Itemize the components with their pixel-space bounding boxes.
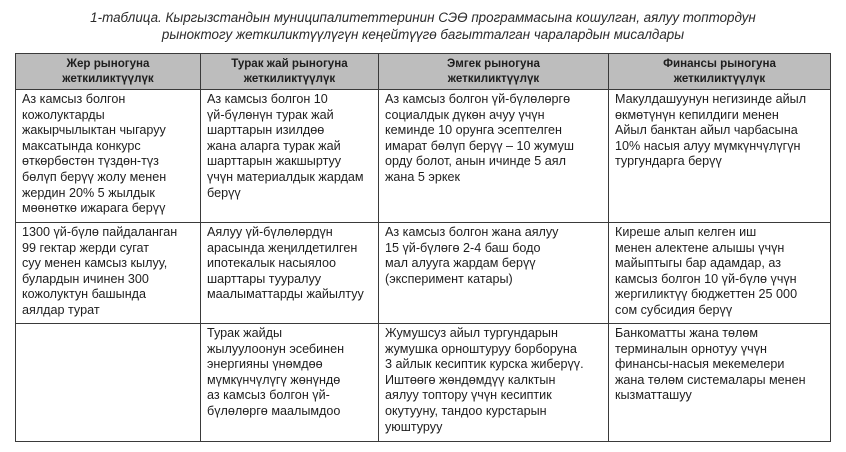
header-labor-market — [379, 54, 609, 90]
cell-text: Макулдашуунун негизинде айыл өкмөтүнүн кепилдиги менен Айыл банктан айыл чарбасына 10% насыя алуу мүмкүнчүлүгүн тургундарга берүү — [615, 92, 807, 169]
table-row — [16, 90, 831, 223]
cell-text: Аз камсыз болгон үй-бүлөлөргө социалдык дүкөн ачуу үчүн кеминде 10 орунга эсептелген имарат бөлүп берүү – 10 жумуш орду болот, анын ичинде 5 аял жана 5 эркек — [385, 92, 574, 184]
table-cell — [379, 90, 609, 223]
table-header-row — [16, 54, 831, 90]
table-cell — [16, 90, 201, 223]
header-housing-market — [201, 54, 379, 90]
measures-table — [15, 53, 831, 442]
table-cell — [379, 324, 609, 442]
caption-line-2: рыноктогу жеткиликтүүлүгүн кеңейтүүгө багытталган чаралардын мисалдары — [161, 27, 685, 42]
header-finance-market — [609, 54, 831, 90]
cell-text: Аялуу үй-бүлөлөрдүн арасында жеңилдетилген ипотекалык насыялоо шарттары тууралуу маалыматтарды жайылтуу — [207, 225, 364, 302]
table-row — [16, 324, 831, 442]
cell-text: Киреше алып келген иш менен алектене алышы үчүн майыптыгы бар адамдар, аз камсыз болгон 10 үй-бүлө үчүн жергиликтүү бюджеттен 25 000 сом субсидия берүү — [615, 225, 798, 317]
table-cell — [16, 324, 201, 442]
cell-text: Аз камсыз болгон жана аялуу 15 үй-бүлөгө 2-4 баш бодо мал алууга жардам берүү (эксперимент катары) — [385, 225, 559, 286]
cell-text: Аз камсыз болгон кожолуктарды жакырчылыктан чыгаруу максатында конкурс өткөрбөстөн түздөн-түз бөлүп берүү жолу менен жердин 20% 5 жылдык мөөнөткө ижарага берүү — [22, 92, 167, 216]
table-cell — [201, 90, 379, 223]
cell-text: 1300 үй-бүлө пайдаланган 99 гектар жерди сугат суу менен камсыз кылуу, булардын ичинен 300 кожолуктун башында аялдар турат — [22, 225, 178, 317]
cell-text: Жумушсуз айыл тургундарын жумушка орноштуруу борборуна 3 айлык кесиптик курска жиберүү. Иштөөгө жөндөмдүү калктын аялуу топтору үчүн кесиптик окутууну, тандоо курстарын уюштуруу — [385, 326, 584, 434]
table-cell — [379, 223, 609, 324]
table-row — [16, 223, 831, 324]
table-cell — [609, 90, 831, 223]
table-cell — [609, 223, 831, 324]
table-caption — [14, 9, 832, 43]
caption-line-1: 1-таблица. Кыргызстандын муниципалитеттеринин СЭӨ программасына кошулган, аялуу топтордун — [90, 10, 756, 25]
table-cell — [201, 223, 379, 324]
cell-text: Банкоматты жана төлөм терминалын орнотуу үчүн финансы-насыя мекемелери жана төлөм системалары менен кызматташуу — [615, 326, 806, 403]
header-land-market — [16, 54, 201, 90]
table-cell — [201, 324, 379, 442]
header-labor-market-label: Эмгек рыногуна жеткиликтүүлүк — [447, 57, 540, 85]
table-cell — [609, 324, 831, 442]
header-housing-market-label: Турак жай рыногуна жеткиликтүүлүк — [231, 57, 348, 85]
header-finance-market-label: Финансы рыногуна жеткиликтүүлүк — [663, 57, 776, 85]
table-cell — [16, 223, 201, 324]
header-land-market-label: Жер рыногуна жеткиликтүүлүк — [62, 57, 154, 85]
cell-text: Аз камсыз болгон 10 үй-бүлөнүн турак жай шарттарын изилдөө жана аларга турак жай шарттарын жакшыртуу үчүн материалдык жардам берүү — [207, 92, 364, 200]
cell-text: Турак жайды жылуулоонун эсебинен энергияны үнөмдөө мүмкүнчүлүгү жөнүндө аз камсыз болгон үй- бүлөлөргө маалымдоо — [207, 326, 345, 418]
